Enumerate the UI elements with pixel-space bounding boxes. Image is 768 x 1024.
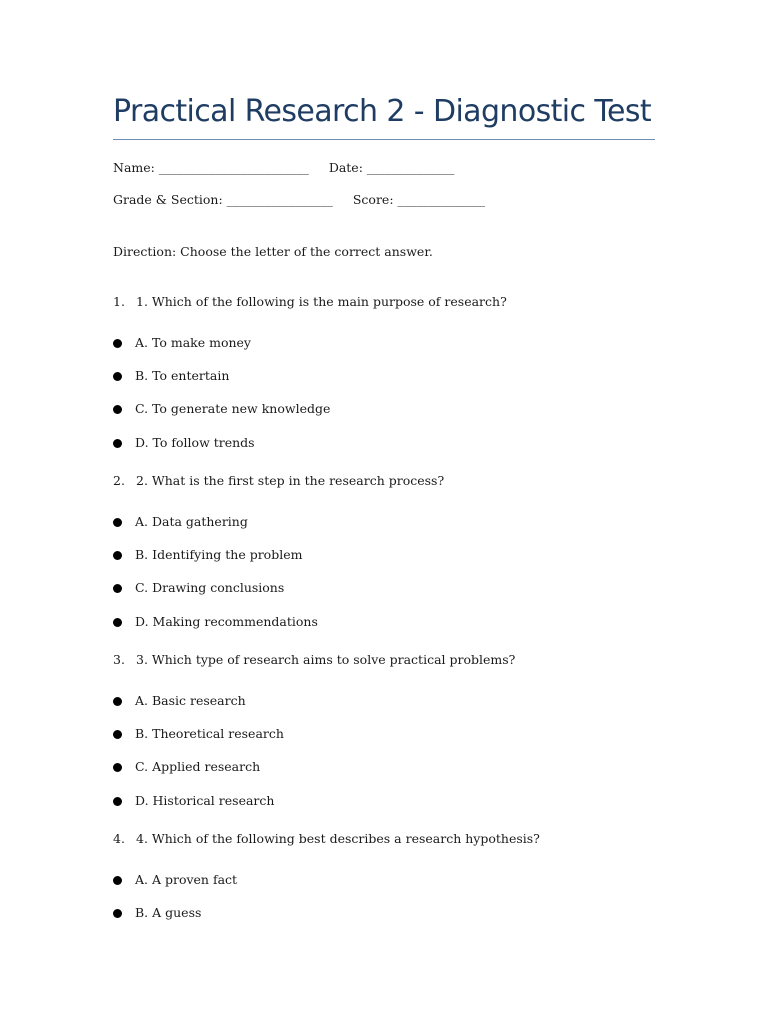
question-4: [113, 830, 540, 848]
option-label: B. A guess: [135, 905, 202, 920]
name-blank: ________________________: [158, 160, 309, 175]
option-label: C. Drawing conclusions: [135, 580, 285, 595]
question-3: [113, 651, 515, 669]
page-title: Practical Research 2 - Diagnostic Test: [113, 94, 652, 129]
option-item: [113, 613, 318, 631]
question-2: [113, 472, 444, 490]
bullet-icon: [113, 763, 122, 772]
option-label: D. Making recommendations: [135, 614, 318, 629]
option-item: [113, 792, 274, 810]
bullet-icon: [113, 697, 122, 706]
bullet-icon: [113, 405, 122, 414]
question-number: 2.: [113, 473, 125, 488]
grade-section-label: Grade & Section:: [113, 192, 223, 207]
question-text: 4. Which of the following best describes a research hypothesis?: [136, 831, 540, 846]
option-item: [113, 367, 229, 385]
bullet-icon: [113, 730, 122, 739]
question-text: 2. What is the first step in the research process?: [136, 473, 445, 488]
option-label: B. Theoretical research: [135, 726, 284, 741]
direction-text: Direction: Choose the letter of the correct answer.: [113, 244, 433, 259]
bullet-icon: [113, 551, 122, 560]
question-text: 3. Which type of research aims to solve practical problems?: [136, 652, 516, 667]
option-label: C. To generate new knowledge: [135, 401, 331, 416]
grade-section-blank: _________________: [226, 192, 333, 207]
date-label: Date:: [328, 160, 363, 175]
option-label: A. Basic research: [135, 693, 246, 708]
bullet-icon: [113, 876, 122, 885]
option-item: [113, 400, 330, 418]
question-number: 4.: [113, 831, 125, 846]
question-number: 1.: [113, 294, 125, 309]
option-item: [113, 904, 201, 922]
option-item: [113, 434, 255, 452]
question-text: 1. Which of the following is the main purpose of research?: [136, 294, 507, 309]
option-item: [113, 758, 260, 776]
option-item: [113, 692, 246, 710]
option-label: D. Historical research: [135, 793, 275, 808]
date-blank: ______________: [366, 160, 455, 175]
option-item: [113, 871, 237, 889]
bullet-icon: [113, 618, 122, 627]
option-label: A. Data gathering: [135, 514, 248, 529]
option-label: B. Identifying the problem: [135, 547, 303, 562]
bullet-icon: [113, 584, 122, 593]
option-label: D. To follow trends: [135, 435, 255, 450]
option-item: [113, 513, 248, 531]
option-item: [113, 725, 284, 743]
option-item: [113, 334, 251, 352]
option-item: [113, 546, 302, 564]
score-label: Score:: [352, 192, 394, 207]
question-1: [113, 293, 507, 311]
option-label: A. To make money: [135, 335, 251, 350]
question-number: 3.: [113, 652, 125, 667]
grade-score-row: [113, 191, 485, 209]
bullet-icon: [113, 372, 122, 381]
name-label: Name:: [113, 160, 155, 175]
score-blank: ______________: [397, 192, 486, 207]
option-label: B. To entertain: [135, 368, 230, 383]
bullet-icon: [113, 518, 122, 527]
bullet-icon: [113, 439, 122, 448]
bullet-icon: [113, 909, 122, 918]
name-date-row: [113, 159, 454, 177]
option-item: [113, 579, 284, 597]
option-label: A. A proven fact: [135, 872, 238, 887]
option-label: C. Applied research: [135, 759, 261, 774]
bullet-icon: [113, 797, 122, 806]
bullet-icon: [113, 339, 122, 348]
title-divider: [113, 139, 655, 140]
